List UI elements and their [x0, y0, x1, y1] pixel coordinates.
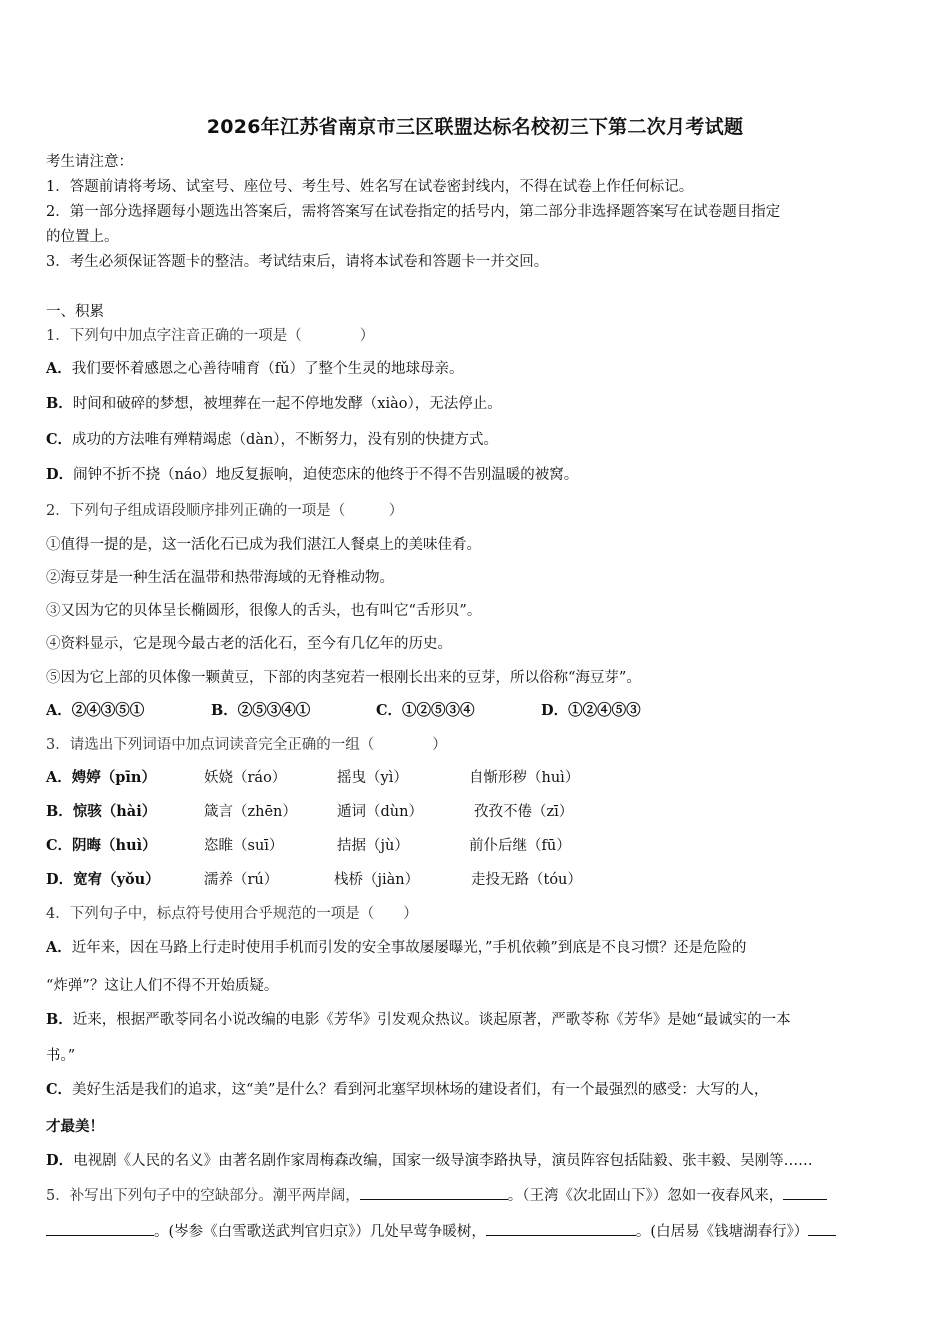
- question-4-option-a: [46, 938, 746, 958]
- notice-item: 1．答题前请将考场、试室号、座位号、考生号、姓名写在试卷密封线内，不得在试卷上作任何标记。: [46, 179, 694, 195]
- option-label: B．: [46, 395, 73, 412]
- word-cell: C．阴晦（huì）: [46, 837, 157, 854]
- answer-blank[interactable]: [360, 1185, 508, 1200]
- option-text: 美好生活是我们的追求，这“美”是什么？看到河北塞罕坝林场的建设者们，有一个最强烈的感受：大写的人，: [72, 1082, 769, 1098]
- question-1-option-b: [46, 394, 502, 414]
- word-cell: 自惭形秽（huì）: [469, 770, 580, 786]
- question-4-option-c: [46, 1080, 768, 1100]
- question-2-sentence: ⑤因为它上部的贝体像一颗黄豆，下部的肉茎宛若一根刚长出来的豆芽，所以俗称“海豆芽”。: [46, 670, 641, 686]
- option-label: A．: [46, 939, 72, 956]
- question-2-sentence: ③又因为它的贝体呈长椭圆形，很像人的舌头，也有叫它“舌形贝”。: [46, 603, 482, 619]
- question-1-option-d: [46, 465, 578, 485]
- question-2-option-a: A．②④③⑤①: [46, 702, 145, 719]
- word-cell: 箴言（zhēn）: [204, 804, 297, 820]
- question-4-option-b: [46, 1010, 791, 1030]
- option-text: 时间和破碎的梦想，被埋葬在一起不停地发酵（xiào），无法停止。: [72, 396, 502, 412]
- word-cell: 孜孜不倦（zī）: [474, 804, 574, 820]
- word-cell: 栈桥（jiàn）: [334, 872, 420, 888]
- question-2-stem: 2．下列句子组成语段顺序排列正确的一项是（ ）: [46, 503, 404, 519]
- option-text: 近来，根据严歌苓同名小说改编的电影《芳华》引发观众热议。谈起原著，严歌苓称《芳华》是她“最诚实的一本: [72, 1012, 791, 1028]
- question-2-option-d: D．①②④⑤③: [541, 702, 641, 719]
- notice-item: 3．考生必须保证答题卡的整洁。考试结束后，请将本试卷和答题卡一并交回。: [46, 254, 549, 270]
- option-text: 电视剧《人民的名义》由著名剧作家周梅森改编，国家一级导演李路执导，演员阵容包括陆毅、张丰毅、吴刚等……: [73, 1153, 813, 1169]
- notice-item: 的位置上。: [46, 229, 119, 245]
- word-cell: D．宽宥（yǒu）: [46, 871, 160, 888]
- question-3-row-a: [46, 768, 579, 788]
- option-text: 闹钟不折不挠（náo）地反复振响，迫使恋床的他终于不得不告别温暖的被窝。: [73, 467, 579, 483]
- word-cell: 妖娆（ráo）: [204, 770, 287, 786]
- option-label: A．: [46, 360, 72, 377]
- notice-item: 2．第一部分选择题每小题选出答案后，需将答案写在试卷指定的括号内，第二部分非选择题答案写在试卷题目指定: [46, 204, 781, 220]
- question-1-stem: 1．下列句中加点字注音正确的一项是（ ）: [46, 328, 375, 344]
- question-3-stem: 3．请选出下列词语中加点词读音完全正确的一组（ ）: [46, 737, 447, 753]
- option-label: B．: [46, 1011, 73, 1028]
- word-cell: 走投无路（tóu）: [471, 872, 582, 888]
- option-text: 书。”: [46, 1048, 76, 1064]
- section-heading: 一、积累: [46, 304, 104, 320]
- question-3-row-d: [46, 870, 582, 890]
- answer-blank[interactable]: [486, 1221, 636, 1236]
- answer-blank[interactable]: [808, 1221, 836, 1236]
- question-2-options: [46, 701, 641, 721]
- question-4-stem: 4．下列句子中，标点符号使用合乎规范的一项是（ ）: [46, 906, 418, 922]
- word-cell: 恣睢（suī）: [204, 838, 284, 854]
- answer-blank[interactable]: [783, 1185, 827, 1200]
- word-cell: 前仆后继（fū）: [469, 838, 571, 854]
- option-text: 成功的方法唯有殚精竭虑（dàn），不断努力，没有别的快捷方式。: [72, 432, 499, 448]
- question-5-line-1: [46, 1185, 827, 1206]
- question-5-text: 。（王湾《次北固山下》）忽如一夜春风来，: [507, 1188, 784, 1204]
- question-1-option-a: [46, 359, 463, 379]
- question-2-sentence: ④资料显示，它是现今最古老的活化石，至今有几亿年的历史。: [46, 636, 452, 652]
- option-text: 才最美！: [46, 1118, 104, 1135]
- question-5-text: 。(白居易《钱塘湖春行》）: [635, 1224, 809, 1240]
- word-cell: B．惊骇（hài）: [46, 803, 157, 820]
- page-title: 2026年江苏省南京市三区联盟达标名校初三下第二次月考试题: [206, 116, 744, 138]
- word-cell: 遁词（dùn）: [337, 804, 423, 820]
- question-4-option-a-cont: [46, 976, 278, 996]
- question-2-sentence: ①值得一提的是，这一活化石已成为我们湛江人餐桌上的美味佳肴。: [46, 537, 481, 553]
- word-cell: 拮据（jù）: [337, 838, 409, 854]
- word-cell: A．娉婷（pīn）: [46, 769, 156, 786]
- option-label: C．: [46, 1081, 73, 1098]
- question-2-option-c: C．①②⑤③④: [376, 702, 475, 719]
- question-3-row-c: [46, 836, 571, 856]
- option-label: D．: [46, 1152, 74, 1169]
- question-4-option-d: [46, 1151, 813, 1171]
- question-2-option-b: B．②⑤③④①: [211, 702, 311, 719]
- question-4-option-c-cont: [46, 1117, 104, 1137]
- question-4-option-b-cont: [46, 1046, 75, 1066]
- question-3-row-b: [46, 802, 573, 822]
- question-2-sentence: ②海豆芽是一种生活在温带和热带海域的无脊椎动物。: [46, 570, 394, 586]
- question-5-text: 。(岑参《白雪歌送武判官归京》）几处早莺争暖树，: [154, 1224, 486, 1240]
- option-text: “炸弹”？这让人们不得不开始质疑。: [46, 978, 279, 994]
- word-cell: 摇曳（yì）: [337, 770, 408, 786]
- question-1-option-c: [46, 430, 498, 450]
- notice-heading: 考生请注意：: [46, 154, 133, 170]
- option-text: 我们要怀着感恩之心善待哺育（fǔ）了整个生灵的地球母亲。: [71, 361, 464, 377]
- answer-blank[interactable]: [46, 1221, 154, 1236]
- option-label: C．: [46, 431, 73, 448]
- question-5-line-2: [46, 1221, 836, 1242]
- option-text: 近年来，因在马路上行走时使用手机而引发的安全事故屡屡曝光，”手机依赖”到底是不良习惯？还是危险的: [71, 940, 747, 956]
- question-5-text: 5．补写出下列句子中的空缺部分。潮平两岸阔，: [46, 1188, 360, 1204]
- option-label: D．: [46, 466, 74, 483]
- word-cell: 濡养（rú）: [204, 872, 279, 888]
